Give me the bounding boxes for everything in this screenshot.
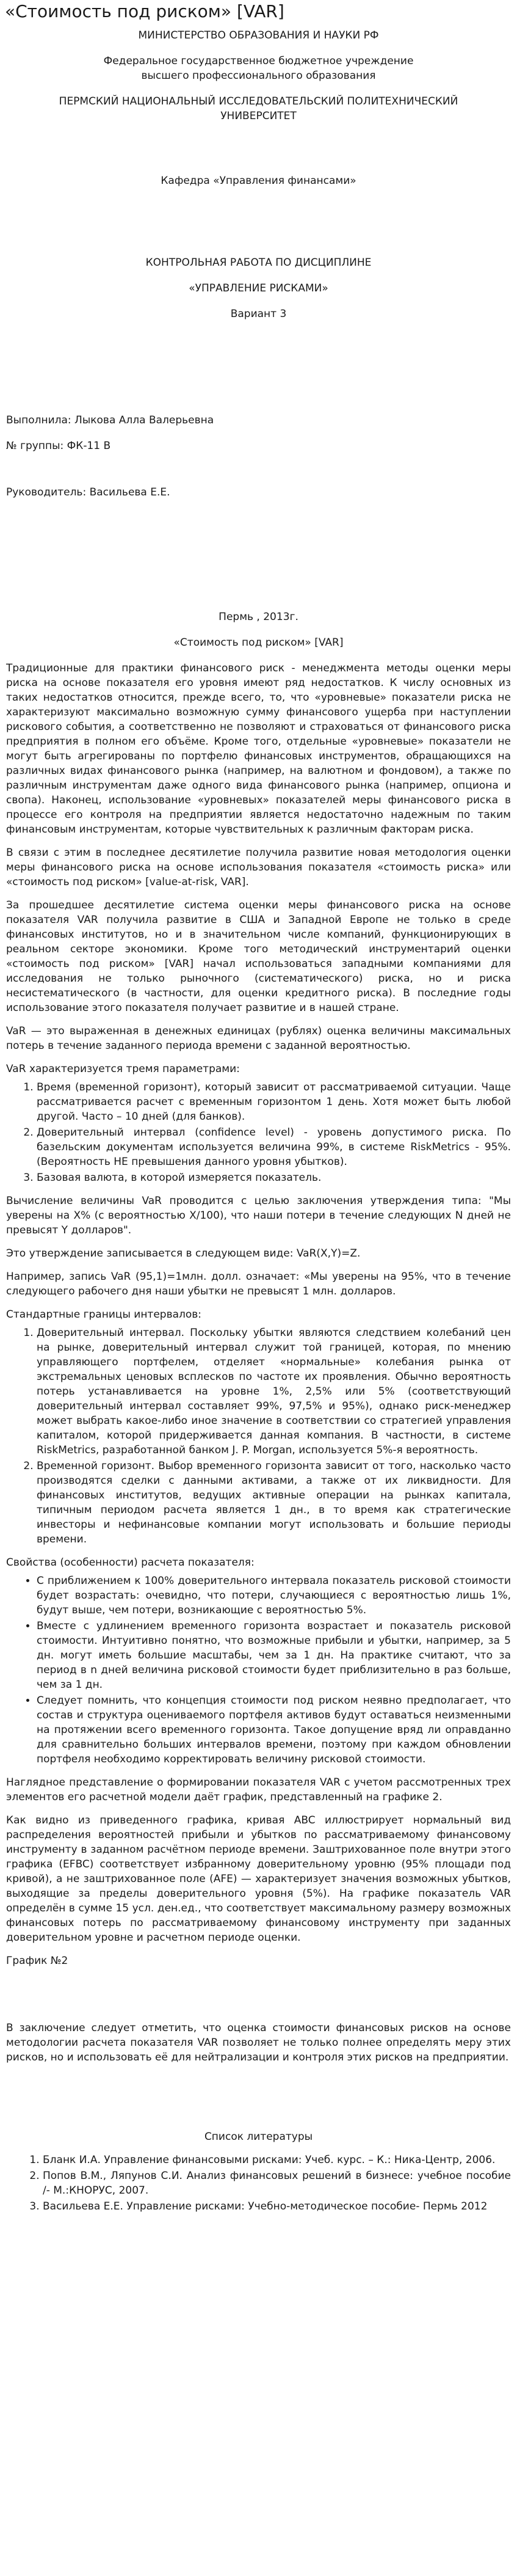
paragraph-intro: Традиционные для практики финансового риск - менеджмента методы оценки меры риска на основе показателя его уровня имеют ряд недостатков. К числу основных из таких недостатков относится, прежде всего, то, что «уровневые» показатели риска не характеризуют максимально возможную сумму финансового ущерба при наступлении рискового события, а соответственно не позволяют и страховаться от финансового риска предприятия в полном его объёме. Кроме того, отдельные «уровневые» показатели не могут быть агрегированы по портфелю финансовых инструментов, обращающихся на различных видах финансового рынка (например, на валютном и фондовом), а также по различным инструментам даже одного вида финансового рынка (например, опциона и свопа). Наконец, использование «уровневых» показателей меры финансового риска в процессе его контроля на предприятии является недостаточно надежным по таким финансовым инструментам, которые чувствительных к различным факторам риска. [6, 662, 511, 836]
work-type: КОНТРОЛЬНАЯ РАБОТА ПО ДИСЦИПЛИНЕ [145, 257, 372, 269]
paragraph-var-statement: Вычисление величины VaR проводится с целью заключения утверждения типа: "Мы уверены на Х% (с вероятностью Х/100), что наши потери в течение следующих N дней не превысят Y долларов". [6, 1195, 511, 1236]
reference-item: 3. Васильева Е.Е. Управление рисками: Учебно-методическое пособие- Пермь 2012 [43, 2199, 511, 2214]
var-params-intro: VaR характеризуется тремя параметрами: [6, 1063, 240, 1075]
intervals-list [6, 1326, 511, 1547]
list-item: • Вместе с удлинением временного горизонта возрастает и показатель рисковой стоимости. Интуитивно понятно, что возможные прибыли и убытки, например, за 5 дн. могут иметь большие масштабы, чем за 1 дн. На практике считают, что за период в n дней величина рисковой стоимости будет приблизительно в раз больше, чем за 1 дн. [37, 1619, 511, 1692]
paragraph-var-example: Например, запись VaR (95,1)=1млн. долл. означает: «Мы уверены на 95%, что в течение следующего рабочего дня наши убытки не превысят 1 млн. долларов. [6, 1271, 511, 1297]
author-block [6, 413, 511, 500]
city-year: Пермь , 2013г. [219, 611, 298, 623]
group-number: № группы: ФК-11 В [6, 440, 111, 452]
paragraph-var-formula: Это утверждение записывается в следующем виде: VaR(X,Y)=Z. [6, 1247, 361, 1260]
list-item: 2. Временной горизонт. Выбор временного горизонта зависит от того, насколько часто производятся сделки с данными активами, а также от их ликвидности. Для финансовых институтов, ведущих активные операции на рынках капитала, типичным периодом расчета является 1 дн., в то время как стратегические инвесторы и нефинансовые компании могут использовать и большие периоды времени. [37, 1459, 511, 1547]
performed-by: Выполнила: Лыкова Алла Валерьевна [6, 414, 214, 426]
var-params-list [6, 1080, 511, 1185]
supervisor: Руководитель: Васильева Е.Е. [6, 486, 170, 498]
reference-item: 2. Попов В.М., Ляпунов С.И. Анализ финансовых решений в бизнесе: учебное пособие /- М.:КНОРУС, 2007. [43, 2169, 511, 2198]
document-title: «Стоимость под риском» [VAR] [5, 1, 284, 21]
references-list [6, 2153, 511, 2214]
paragraph-graph-explanation: Как видно из приведенного графика, кривая ABC иллюстрирует нормальный вид распределения вероятностей прибыли и убытков по рассматриваемому финансовому инструменту в заданном расчётном периоде времени. Заштрихованное поле внутри этого графика (EFBC) соответствует избранному доверительному уровню (95% площади под кривой), а не заштрихованное поле (AFE) — характеризует значения возможных убытков, выходящие за пределы доверительного уровня (5%). На графике показатель VAR определён в сумме 15 усл. ден.ед., что соответствует максимальному размеру возможных финансовых потерь по рассматриваемому финансовому инструменту при заданных доверительном уровне и расчетном периоде оценки. [6, 1814, 511, 1944]
university-line-2: УНИВЕРСИТЕТ [220, 110, 297, 122]
properties-list [6, 1574, 511, 1767]
ministry-header [6, 28, 511, 123]
discipline: «УПРАВЛЕНИЕ РИСКАМИ» [189, 282, 328, 294]
department-name: Кафедра «Управления финансами» [161, 175, 356, 187]
references-title: Список литературы [204, 2131, 313, 2143]
variant: Вариант 3 [230, 308, 287, 320]
ministry-name: МИНИСТЕРСТВО ОБРАЗОВАНИЯ И НАУКИ РФ [138, 29, 379, 42]
agency-line-1: Федеральное государственное бюджетное учреждение [103, 55, 414, 67]
section-title: «Стоимость под риском» [VAR] [173, 637, 344, 649]
paragraph-var-development: За прошедшее десятилетие система оценки меры финансового риска на основе показателя VAR получила развитие в США и Западной Европе не только в среде финансовых институтов, но и в значительном числе компаний, функционирующих в реальном секторе экономики. Кроме того методический инструментарий оценки «стоимость под риском» [VAR] начал использоваться западными компаниями для исследования не только рыночного (систематического) риска, но и риска несистематического (в частности, для оценки кредитного риска). В последние годы использование этого показателя получает развитие и в нашей стране. [6, 899, 511, 1014]
paragraph-graph-reference: Наглядное представление о формировании показателя VAR с учетом рассмотренных трех элементов его расчетной модели даёт график, представленный на графике 2. [6, 1776, 511, 1803]
reference-item: 1. Бланк И.А. Управление финансовыми рисками: Учеб. курс. – К.: Ника-Центр, 2006. [43, 2153, 511, 2167]
title-block [6, 255, 511, 321]
properties-intro: Свойства (особенности) расчета показателя: [6, 1556, 255, 1569]
paragraph-conclusion: В заключение следует отметить, что оценка стоимости финансовых рисков на основе методологии расчета показателя VAR позволяет не только полнее определять меру этих рисков, но и использовать её для нейтрализации и контроля этих рисков на предприятии. [6, 2022, 511, 2063]
paragraph-new-methodology: В связи с этим в последнее десятилетие получила развитие новая методология оценки меры финансового риска на основе использования показателя «стоимость риска» или «стоимость под риском» [value-at-risk, VAR]. [6, 847, 511, 888]
university-line-1: ПЕРМСКИЙ НАЦИОНАЛЬНЫЙ ИССЛЕДОВАТЕЛЬСКИЙ ПОЛИТЕХНИЧЕСКИЙ [59, 95, 458, 108]
paragraph-var-definition: VaR — это выраженная в денежных единицах (рублях) оценка величины максимальных потерь в течение заданного периода времени с заданной вероятностью. [6, 1025, 511, 1052]
intervals-intro: Стандартные границы интервалов: [6, 1308, 202, 1321]
list-item: • С приближением к 100% доверительного интервала показатель рисковой стоимости будет возрастать: очевидно, что потери, случающиеся с вероятностью лишь 1%, будут выше, чем потери, возникающие с вероятностью 5%. [37, 1574, 511, 1618]
list-item: 1. Доверительный интервал. Поскольку убытки являются следствием колебаний цен на рынке, доверительный интервал служит той границей, которая, по мнению управляющего портфелем, отделяет «нормальные» колебания рынка от экстремальных ценовых всплесков по частоте их проявления. Обычно вероятность потерь устанавливается на уровне 1%, 2,5% или 5% (соответствующий доверительный интервал составляет 99%, 97,5% и 95%), однако риск-менеджер может выбрать какое-либо иное значение в соответствии со стратегией управления капиталом, которой придерживается данная компания. В частности, в системе RiskMetrics, разработанной банком J. P. Morgan, используется 5%-я вероятность. [37, 1326, 511, 1458]
list-item: 2. Доверительный интервал (confidence level) - уровень допустимого риска. По базельским документам используется величина 99%, в системе RiskMetrics - 95%. (Вероятность НЕ превышения данного уровня убытков). [37, 1125, 511, 1169]
graph-label: График №2 [6, 1955, 68, 1967]
list-item: 3. Базовая валюта, в которой измеряется показатель. [37, 1170, 511, 1185]
list-item: • Следует помнить, что концепция стоимости под риском неявно предполагает, что состав и структура оцениваемого портфеля активов будут оставаться неизменными на протяжении всего временного горизонта. Такое допущение вряд ли оправданно для сравнительно больших интервалов времени, поэтому при каждом обновлении портфеля необходимо корректировать величину рисковой стоимости. [37, 1693, 511, 1767]
agency-line-2: высшего профессионального образования [141, 70, 376, 82]
list-item: 1. Время (временной горизонт), который зависит от рассматриваемой ситуации. Чаще расcматривается расчет с временным горизонтом 1 день. Хотя может быть любой другой. Часто – 10 дней (для банков). [37, 1080, 511, 1124]
document-body [0, 28, 517, 2214]
